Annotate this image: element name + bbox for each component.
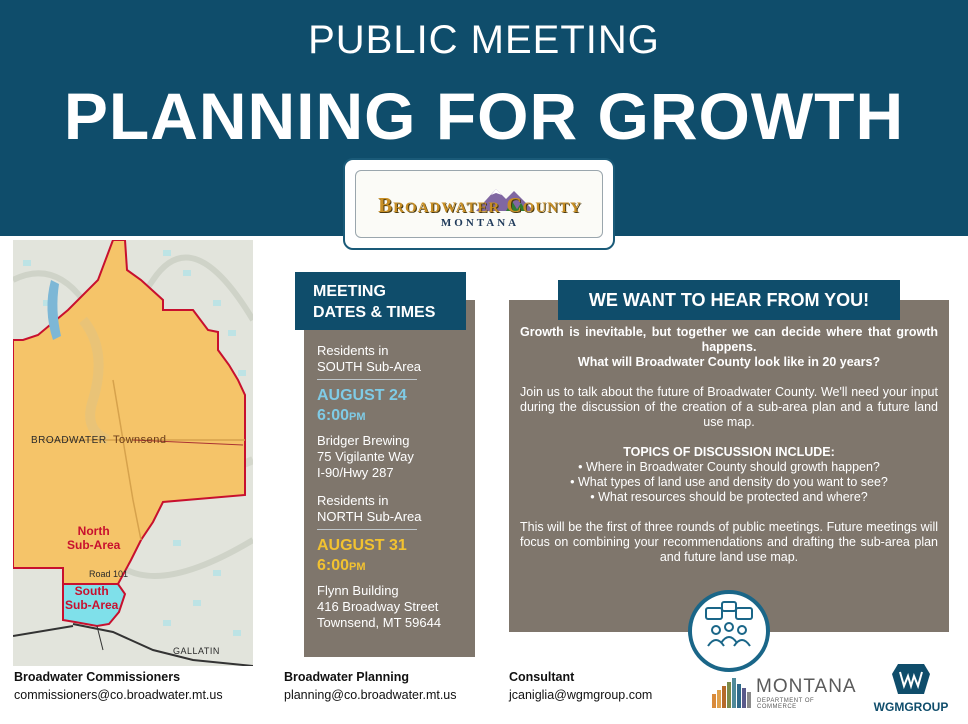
north-time-value: 6:00 <box>317 557 350 574</box>
map-label-south: South Sub-Area <box>65 584 119 612</box>
north-date: AUGUST 31 <box>317 537 407 554</box>
wgm-group-logo <box>868 660 954 716</box>
topic-item: • Where in Broadwater County should growth happen? <box>578 460 880 474</box>
dates-heading-line1: MEETING <box>313 283 386 300</box>
north-venue: Flynn Building <box>317 583 399 598</box>
info-question: What will Broadwater County look like in 20 years? <box>577 355 881 369</box>
contact-email[interactable]: commissioners@co.broadwater.mt.us <box>14 688 223 702</box>
north-address2: Townsend, MT 59644 <box>317 615 442 630</box>
montana-commerce-logo <box>712 670 857 710</box>
info-paragraph1: Join us to talk about the future of Broadwater County. We'll need your input during the discussion of the creation of a sub-area plan and a future land use map. <box>520 385 938 429</box>
dates-heading <box>295 272 466 330</box>
sub-area-map <box>13 240 253 666</box>
south-address1: 75 Vigilante Way <box>317 449 414 464</box>
map-label-broadwater: BROADWATER <box>31 435 107 446</box>
info-body <box>520 325 938 565</box>
county-logo <box>343 158 615 250</box>
county-logo-name: Broadwater County <box>378 193 582 217</box>
info-heading: WE WANT TO HEAR FROM YOU! <box>558 280 900 320</box>
north-address1: 416 Broadway Street <box>317 599 439 614</box>
south-time-value: 6:00 <box>317 407 350 424</box>
south-venue: Bridger Brewing <box>317 433 410 448</box>
topic-item: • What resources should be protected and where? <box>590 490 868 504</box>
north-time <box>317 556 467 577</box>
wgm-word: WGMGROUP <box>873 700 949 714</box>
wgm-emblem-icon <box>868 660 954 700</box>
south-address2: I-90/Hwy 287 <box>317 465 394 480</box>
county-logo-inner <box>355 170 603 238</box>
contact-label: Consultant <box>509 670 575 684</box>
map-label-north: North Sub-Area <box>67 524 121 552</box>
contact-email[interactable]: planning@co.broadwater.mt.us <box>284 688 457 702</box>
divider <box>317 379 417 380</box>
north-residents-line2: NORTH Sub-Area <box>317 509 422 524</box>
map-label-townsend: Townsend <box>113 434 167 446</box>
contact-planning <box>284 668 457 704</box>
discussion-group-icon <box>688 590 770 672</box>
map-label-road: Road 101 <box>89 569 129 579</box>
pre-title: PUBLIC MEETING <box>308 18 660 62</box>
south-time <box>317 406 467 427</box>
county-logo-state: MONTANA <box>440 217 520 229</box>
contact-label: Broadwater Planning <box>284 670 410 684</box>
divider <box>317 529 417 530</box>
page-title: PLANNING FOR GROWTH <box>63 79 905 153</box>
south-date: AUGUST 24 <box>317 387 407 404</box>
contact-commissioners <box>14 668 223 704</box>
north-time-suffix: PM <box>349 561 366 573</box>
map-label-gallatin: GALLATIN <box>173 646 220 656</box>
bars-icon <box>712 674 754 708</box>
montana-word: MONTANA <box>756 676 857 697</box>
contact-email[interactable]: jcaniglia@wgmgroup.com <box>509 688 653 702</box>
discussion-group-icon-graphic <box>692 594 766 668</box>
dates-heading-line2: DATES & TIMES <box>313 304 436 321</box>
info-intro: Growth is inevitable, but together we can decide where that growth happens. <box>520 325 938 354</box>
south-residents-line1: Residents in <box>317 343 389 358</box>
topics-heading: TOPICS OF DISCUSSION INCLUDE: <box>623 445 835 459</box>
south-residents-line2: SOUTH Sub-Area <box>317 359 422 374</box>
south-time-suffix: PM <box>349 411 366 423</box>
contact-label: Broadwater Commissioners <box>14 670 181 684</box>
info-paragraph2: This will be the first of three rounds of public meetings. Future meetings will focus on combining your recommendations and drafting the sub-area plan and future land use map. <box>520 520 938 564</box>
north-residents-line1: Residents in <box>317 493 389 508</box>
dates-body <box>317 343 467 631</box>
topic-item: • What types of land use and density do you want to see? <box>570 475 888 489</box>
montana-sub: DEPARTMENT OF COMMERCE <box>757 698 815 710</box>
map-graphic <box>13 240 253 666</box>
contact-consultant <box>509 668 652 704</box>
